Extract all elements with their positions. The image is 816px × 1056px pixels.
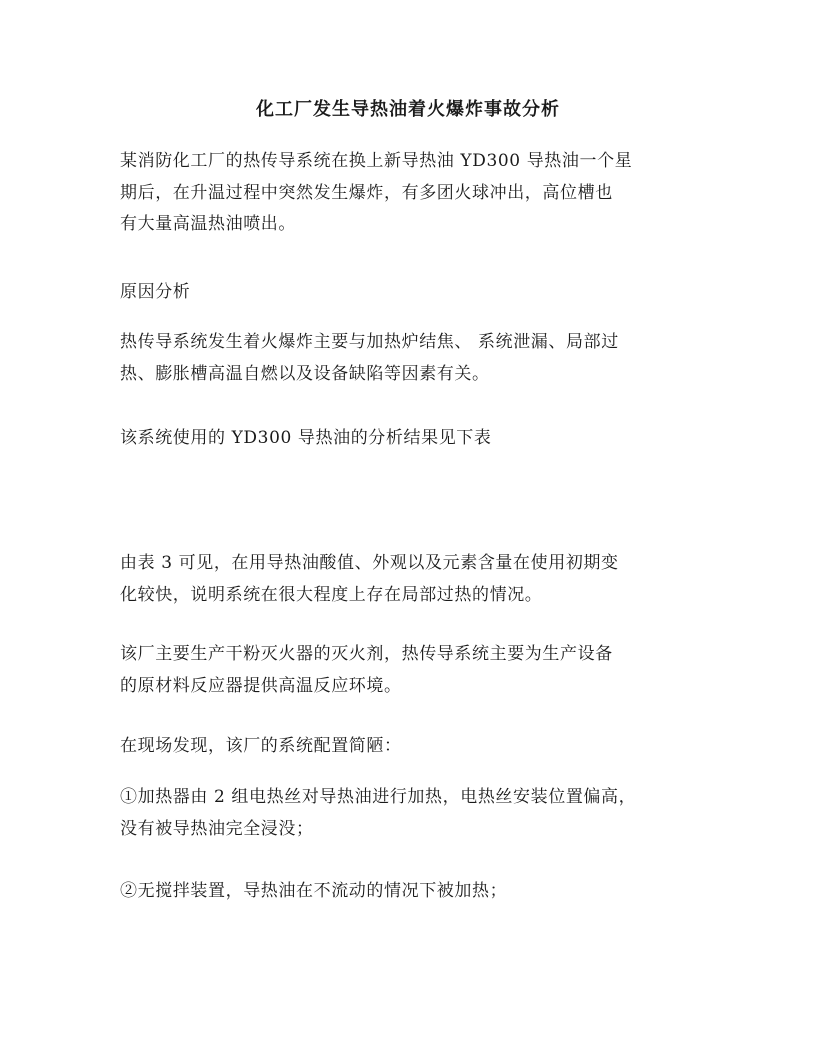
causes-line: 热、膨胀槽高温自燃以及设备缺陷等因素有关。 <box>120 363 490 384</box>
document-title: 化工厂发生导热油着火爆炸事故分析 <box>256 99 560 120</box>
factory-purpose-line: 该厂主要生产干粉灭火器的灭火剂，热传导系统主要为生产设备 <box>120 644 613 664</box>
causes-paragraph <box>120 327 700 390</box>
intro-line: 某消防化工厂的热传导系统在换上新导热油 YD300 导热油一个星 <box>120 151 633 171</box>
factory-purpose-paragraph <box>120 639 700 702</box>
section-heading: 原因分析 <box>120 282 191 302</box>
table-reference: 该系统使用的 YD300 导热油的分析结果见下表 <box>120 428 492 448</box>
intro-paragraph <box>120 146 700 241</box>
finding-1-line: ①加热器由 2 组电热丝对导热油进行加热，电热丝安装位置偏高， <box>120 787 637 807</box>
table3-note-paragraph <box>120 548 700 611</box>
table3-note-line: 化较快，说明系统在很大程度上存在局部过热的情况。 <box>120 584 543 605</box>
table3-note-line: 由表 3 可见，在用导热油酸值、外观以及元素含量在使用初期变 <box>120 553 619 573</box>
intro-line: 有大量高温热油喷出。 <box>120 214 296 234</box>
causes-line: 热传导系统发生着火爆炸主要与加热炉结焦、 系统泄漏、局部过 <box>120 332 619 352</box>
findings-intro: 在现场发现，该厂的系统配置简陋： <box>120 736 402 756</box>
finding-1-line: 没有被导热油完全浸没； <box>120 818 314 839</box>
finding-2-paragraph: ②无搅拌装置，导热油在不流动的情况下被加热； <box>120 881 508 901</box>
finding-1-paragraph <box>120 782 700 845</box>
intro-line: 期后，在升温过程中突然发生爆炸，有多团火球冲出，高位槽也 <box>120 182 613 203</box>
factory-purpose-line: 的原材料反应器提供高温反应环境。 <box>120 675 402 696</box>
